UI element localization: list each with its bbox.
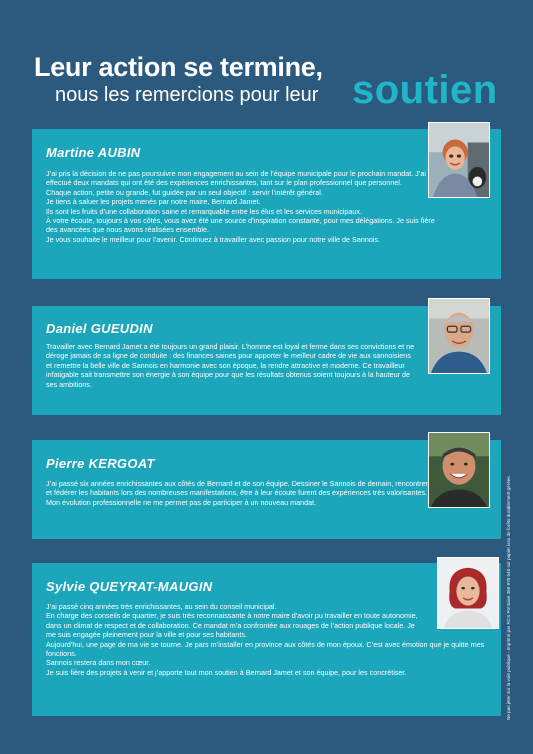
card-text <box>46 479 428 507</box>
tribute-card-sylvie-queyrat-maugin <box>32 563 501 716</box>
portrait-photo-sylvie-queyrat-maugin <box>437 557 499 629</box>
card-text <box>46 169 436 244</box>
card-paragraph: En charge des conseils de quartier, je suis très reconnaissante à notre maire d’avoir pu travailler en toute autonomie, dans un climat de respect et de collaboration. Ce mandat m’a confrontée aux rouages de l’action publique locale. Je me suis engagée pleinement pour la ville et pour ses habitants. <box>46 611 418 640</box>
card-paragraph: Ils sont les fruits d’une collaboration saine et remarquable entre les élus et les services municipaux. <box>46 206 363 216</box>
card-paragraph: Je vous souhaite le meilleur pour l’avenir. Continuez à travailler avec passion pour notre ville de Sannois. <box>46 234 381 244</box>
card-text <box>46 342 418 389</box>
portrait-photo-daniel-gueudin <box>428 298 490 374</box>
card-paragraph: Travailler avec Bernard Jamet a été toujours un grand plaisir. L’homme est loyal et ferme dans ses convictions et ne déroge jamais de sa ligne de conduite : des finances saines pour apporter le meilleur cadre de vie aux sannoisiens et remettre la belle ville de Sannois en harmonie avec son époque, la rendre attractive et moderne. Ce travailleur infatigable sait transmettre son énergie à son équipe pour que les résultats obtenus soient toujours à la hauteur de ses ambitions. <box>46 342 415 389</box>
card-text <box>46 602 488 677</box>
card-name: Martine AUBIN <box>46 145 141 160</box>
title-accent-word: soutien <box>352 68 498 112</box>
card-name: Pierre KERGOAT <box>46 456 155 471</box>
page-title: Leur action se termine, <box>34 52 323 82</box>
card-paragraph: Je suis fière des projets à venir et j’apporte tout mon soutien à Bernard Jamet et son équipe, pour les concrétiser. <box>46 667 407 677</box>
card-name: Sylvie QUEYRAT-MAUGIN <box>46 579 213 594</box>
card-paragraph: Je tiens à saluer les projets menés par notre maire, Bernard Jamet. <box>46 197 261 207</box>
card-paragraph: Aujourd’hui, une page de ma vie se tourne. Je pars m’installer en province aux côtés de mon époux. C’est avec émotion que je quitte mes fonctions. <box>46 639 485 659</box>
legal-side-note: Ne pas jeter sur la voie publique - Imprimé par RCS Pontoise 389 978 548 sur papier issu de forêts durablement gérées. <box>506 475 511 720</box>
card-paragraph: J’ai passé six années enrichissantes aux côtés de Bernard et de son équipe. Dessiner le Sannois de demain, rencontrer et fédérer les habitants lors des nombreuses manifestations, être à leur écoute furent des expériences très valorisantes. Mon évolution professionnelle ne me permet pas de participer à un nouveau mandat. <box>46 479 428 507</box>
card-paragraph: J’ai passé cinq années très enrichissantes, au sein du conseil municipal. <box>46 602 277 611</box>
card-name: Daniel GUEUDIN <box>46 321 153 336</box>
page-subtitle: nous les remercions pour leur <box>55 84 319 106</box>
card-paragraph: J’ai pris la décision de ne pas poursuivre mon engagement au sein de l’équipe municipale pour le prochain mandat. J’ai effectué deux mandats qui ont été des expériences enrichissantes, tant sur le plan professionnel que personnel. <box>46 169 426 188</box>
card-paragraph: Sannois restera dans mon cœur. <box>46 658 151 668</box>
card-paragraph: À votre écoute, toujours à vos côtés, vous avez été une source d’inspiration constante, pour mes délégations. Je suis fière des avancées que nous avons réalisées ensemble. <box>46 216 435 235</box>
page-header <box>0 0 533 120</box>
portrait-photo-martine-aubin <box>428 122 490 198</box>
portrait-photo-pierre-kergoat <box>428 432 490 508</box>
card-paragraph: Chaque action, petite ou grande, fut guidée par un seul objectif : servir l’intérêt général. <box>46 187 323 197</box>
